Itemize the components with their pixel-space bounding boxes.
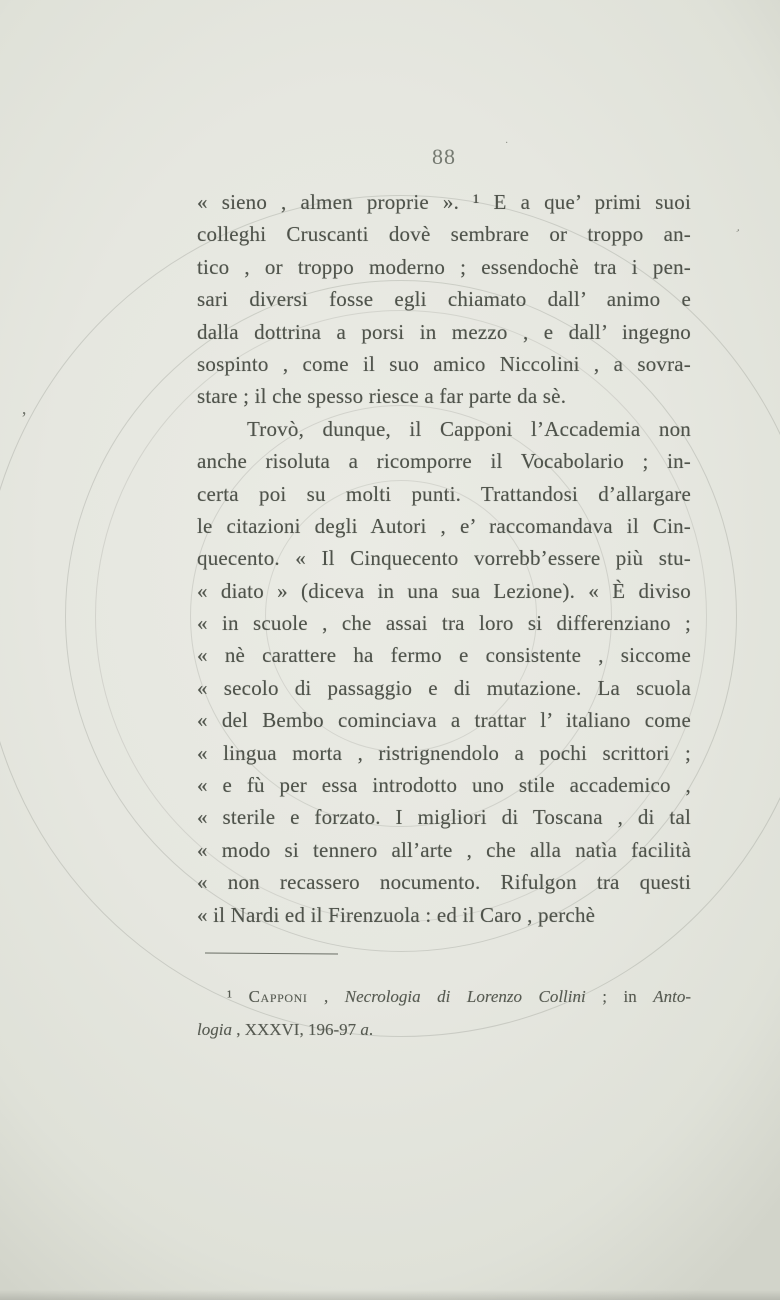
text-line: « del Bembo cominciava a trattar l’ italiano come — [197, 708, 691, 733]
text-line: certa poi su molti punti. Trattandosi d’allargare — [197, 481, 691, 506]
footnote-segment: Necrologia di Lorenzo Collini — [344, 987, 586, 1006]
stray-mark: ’ — [21, 408, 27, 428]
text-line: Trovò, dunque, il Capponi l’Accademia non — [247, 416, 691, 441]
text-line: « diato » (diceva in una sua Lezione). « È diviso — [197, 578, 691, 603]
footnote-line — [197, 980, 691, 1013]
footnote-segment: logia — [197, 1020, 232, 1039]
text-line: « non recassero nocumento. Rifulgon tra questi — [197, 870, 691, 895]
stray-speck: · — [505, 138, 509, 149]
text-line: quecento. « Il Cinquecento vorrebb’essere più stu- — [197, 546, 691, 571]
text-line: « secolo di passaggio e di mutazione. La scuola — [197, 675, 691, 700]
page-number: 88 — [432, 144, 456, 169]
text-line: « sieno , almen proprie ». ¹ E a que’ primi suoi — [197, 190, 691, 214]
body-text — [197, 186, 691, 931]
text-line: anche risoluta a ricomporre il Vocabolario ; in- — [197, 449, 691, 474]
text-line: stare ; il che spesso riesce a far parte da sè. — [197, 384, 567, 409]
footnote-segment: , — [307, 987, 345, 1006]
text-line: le citazioni degli Autori , e’ raccomandava il Cin- — [197, 513, 691, 538]
stray-speck: ‚ — [734, 220, 746, 234]
text-line: dalla dottrina a porsi in mezzo , e dall’ ingegno — [197, 319, 691, 344]
text-line: « modo si tennero all’arte , che alla natìa facilità — [197, 837, 691, 862]
text-line: « e fù per essa introdotto uno stile accademico , — [197, 773, 691, 798]
footnote-line — [197, 1013, 691, 1046]
footnote-segment: Anto- — [653, 987, 691, 1006]
footnote-segment: ; in — [585, 987, 654, 1006]
text-line: sospinto , come il suo amico Niccolini , a sovra- — [197, 351, 691, 376]
text-line: sari diversi fosse egli chiamato dall’ animo e — [197, 287, 691, 312]
text-line: « nè carattere ha fermo e consistente , siccome — [197, 643, 691, 668]
footnote-segment: Capponi — [248, 987, 308, 1006]
text-line: « lingua morta , ristrignendolo a pochi scrittori ; — [197, 740, 691, 765]
text-line: colleghi Cruscanti dovè sembrare or troppo an- — [197, 222, 691, 247]
footnote-separator — [205, 953, 338, 955]
footnote-segment: a — [360, 1020, 369, 1039]
footnote-segment: ¹ — [227, 987, 249, 1006]
footnote-segment: . — [368, 1020, 374, 1039]
footnote-segment: , XXXVI, 196-97 — [231, 1020, 361, 1039]
text-line: « sterile e forzato. I migliori di Toscana , di tal — [197, 805, 691, 830]
footnote — [197, 980, 691, 1046]
text-line: « in scuole , che assai tra loro si differenziano ; — [197, 611, 691, 636]
text-line: « il Nardi ed il Firenzuola : ed il Caro , perchè — [197, 902, 596, 927]
text-line: tico , or troppo moderno ; essendochè tra i pen- — [197, 254, 691, 279]
